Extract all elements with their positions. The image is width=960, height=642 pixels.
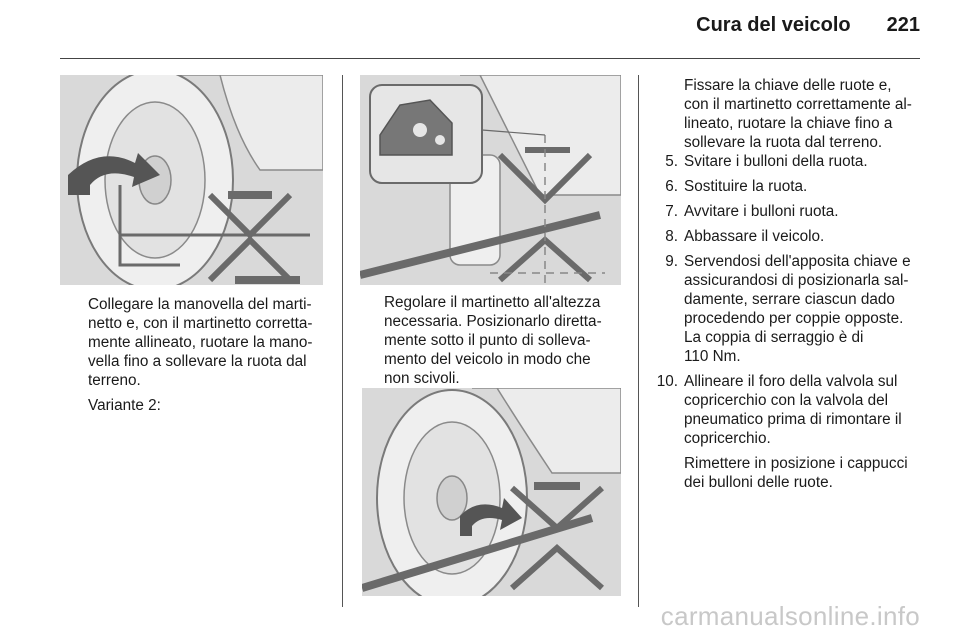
section-title: Cura del veicolo [696, 14, 851, 36]
steps-list [648, 152, 928, 498]
list-item [648, 227, 928, 246]
page-number: 221 [886, 14, 920, 36]
column-divider-1 [342, 75, 343, 607]
illustration-jack-lift-point [360, 75, 621, 285]
column1-text [88, 295, 338, 415]
illustration-jack-variant-2 [362, 388, 621, 596]
step-text: Svitare i bulloni della ruota. [684, 153, 868, 170]
step-text: Abbassare il veicolo. [684, 228, 825, 245]
column1-variant-label: Variante 2: [88, 397, 161, 414]
list-item [648, 152, 928, 171]
column1-paragraph: Collegare la manovella del marti- netto e, con il martinetto corretta- mente allineato, ruotare la mano- vella fino a sollevare la ruota dal terreno. [88, 296, 313, 389]
column3-intro [684, 76, 934, 152]
watermark-logo: carmanualsonline.info [660, 601, 920, 631]
step-text: Sostituire la ruota. [684, 178, 808, 195]
step-number: 7. [665, 203, 678, 220]
list-item [648, 177, 928, 196]
step-text: Avvitare i bulloni ruota. [684, 203, 839, 220]
header-rule [60, 58, 920, 59]
step-number: 10. [656, 373, 678, 390]
step-text: Servendosi dell'apposita chiave e assicurandosi di posizionarla sal- damente, serrare ciascun dado procedendo per coppie opposte. La coppia di serraggio è di 110 Nm. [684, 253, 911, 365]
page-header [696, 14, 920, 46]
step-extra-text: Rimettere in posizione i cappucci dei bulloni delle ruote. [684, 455, 908, 491]
step-number: 8. [665, 228, 678, 245]
column2-text [384, 293, 634, 388]
illustration-jack-crank [60, 75, 323, 285]
column3-intro-text: Fissare la chiave delle ruote e, con il martinetto correttamente al- lineato, ruotare la chiave fino a sollevare la ruota dal terreno. [684, 77, 912, 151]
column2-paragraph: Regolare il martinetto all'altezza necessaria. Posizionarlo diretta- mente sotto il punto di solleva- mento del veicolo in modo che non scivoli. [384, 294, 602, 387]
list-item [648, 202, 928, 221]
step-number: 9. [665, 253, 678, 270]
list-item [648, 252, 928, 366]
column-divider-2 [638, 75, 639, 607]
step-number: 6. [665, 178, 678, 195]
step-text: Allineare il foro della valvola sul copricerchio con la valvola del pneumatico prima di rimontare il copricerchio. [684, 373, 902, 447]
step-number: 5. [665, 153, 678, 170]
list-item [648, 372, 928, 492]
